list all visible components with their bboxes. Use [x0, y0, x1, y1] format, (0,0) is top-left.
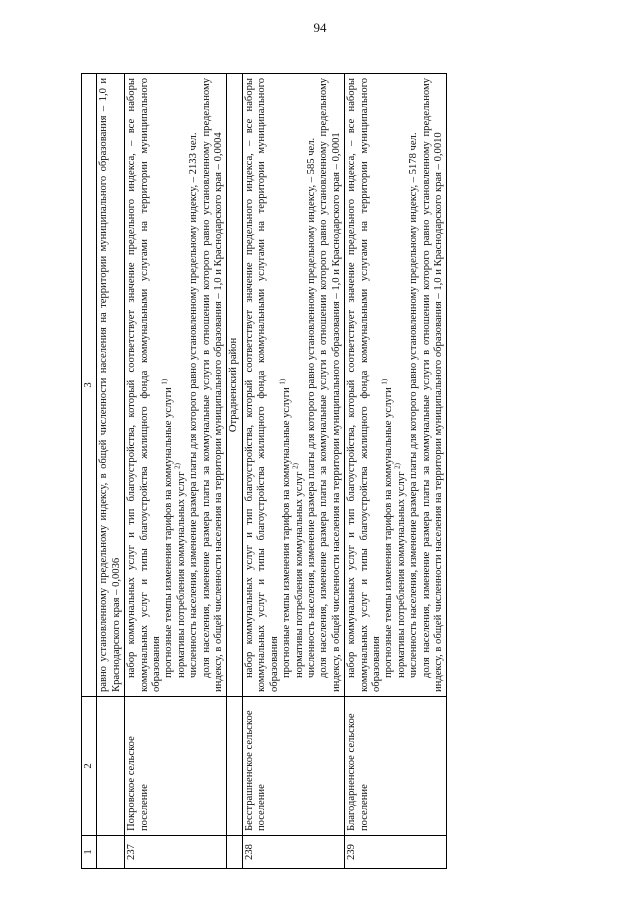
footnote-mark: 2) [393, 463, 402, 469]
detail-population: численность населения, изменение размера платы для которого равно установленному предельному индексу, – 5178 чел. [408, 132, 420, 678]
detail-population: численность населения, изменение размера платы для которого равно установленному предельному индексу, – 2133 чел. [188, 132, 200, 678]
detail-set: набор коммунальных услуг и тип благоустройства, который соответствует значение предельного индекса, – все наборы коммунальных услуг и типы благоустройства жилищного фонда коммунальными услугами на территории муниципального образования [126, 78, 163, 692]
detail-tariff: прогнозные темпы изменения тарифов на коммунальные услуги [281, 387, 293, 678]
row-details [125, 74, 227, 697]
footnote-mark: 1) [278, 378, 287, 385]
row-number: 237 [125, 836, 227, 869]
row-number: 239 [345, 836, 447, 869]
row-number: 238 [242, 836, 344, 869]
row-details [242, 74, 344, 697]
detail-share: доля населения, изменение размера платы за коммунальные услуги в отношении которого равно установленному предельному индексу, в общей численности населения на территории муниципального образования – 1,0 и Краснодарского края – 0,0004 [200, 78, 225, 692]
settlement-name: Покровское сельское поселение [125, 697, 227, 836]
footnote-mark: 2) [173, 463, 182, 469]
detail-norms: нормативы потребления коммунальных услуг [293, 471, 305, 678]
table-row [345, 74, 447, 869]
header-col-3: 3 [82, 74, 97, 697]
detail-set: набор коммунальных услуг и тип благоустройства, который соответствует значение предельного индекса, – все наборы коммунальных услуг и типы благоустройства жилищного фонда коммунальными услугами на территории муниципального образования [346, 78, 382, 692]
header-col-1: 1 [82, 836, 97, 869]
detail-share: доля населения, изменение размера платы за коммунальные услуги в отношении которого равно установленному предельному индексу, в общей численности населения на территории муниципального образования – 1,0 и Краснодарского края – 0,0001 [318, 78, 342, 692]
page-number: 94 [313, 20, 327, 35]
table-header-row [82, 74, 97, 869]
detail-tariff: прогнозные темпы изменения тарифов на коммунальные услуги [383, 387, 395, 678]
continuation-text: равно установленному предельному индексу, в общей численности населения на территории муниципального образования – 1,0 и Краснодарского края – 0,0036 [97, 74, 125, 697]
district-name: Отрадненский район [227, 74, 242, 697]
table-row [242, 74, 344, 869]
district-row [227, 74, 242, 869]
continuation-row [97, 74, 125, 869]
footnote-mark: 1) [160, 378, 169, 385]
header-col-2: 2 [82, 697, 97, 836]
detail-tariff: прогнозные темпы изменения тарифов на коммунальные услуги [163, 387, 175, 678]
detail-norms: нормативы потребления коммунальных услуг [175, 471, 187, 678]
settlement-name: Благодарненское сельское поселение [345, 697, 447, 836]
settlement-name: Бесстрашненское сельское поселение [242, 697, 344, 836]
footnote-mark: 2) [290, 463, 299, 469]
detail-set: набор коммунальных услуг и тип благоустройства, который соответствует значение предельного индекса, – все наборы коммунальных услуг и типы благоустройства жилищного фонда коммунальными услугами на территории муниципального образования [243, 78, 280, 692]
footnote-mark: 1) [380, 378, 389, 385]
data-table [81, 73, 447, 869]
table-row [125, 74, 227, 869]
detail-share: доля населения, изменение размера платы за коммунальные услуги в отношении которого равно установленному предельному индексу, в общей численности населения на территории муниципального образования – 1,0 и Краснодарского края – 0,0010 [420, 78, 444, 692]
row-details [345, 74, 447, 697]
detail-norms: нормативы потребления коммунальных услуг [395, 471, 407, 678]
rotated-table-area [81, 73, 549, 869]
detail-population: численность населения, изменение размера платы для которого равно установленному предельному индексу, – 585 чел. [305, 137, 317, 678]
